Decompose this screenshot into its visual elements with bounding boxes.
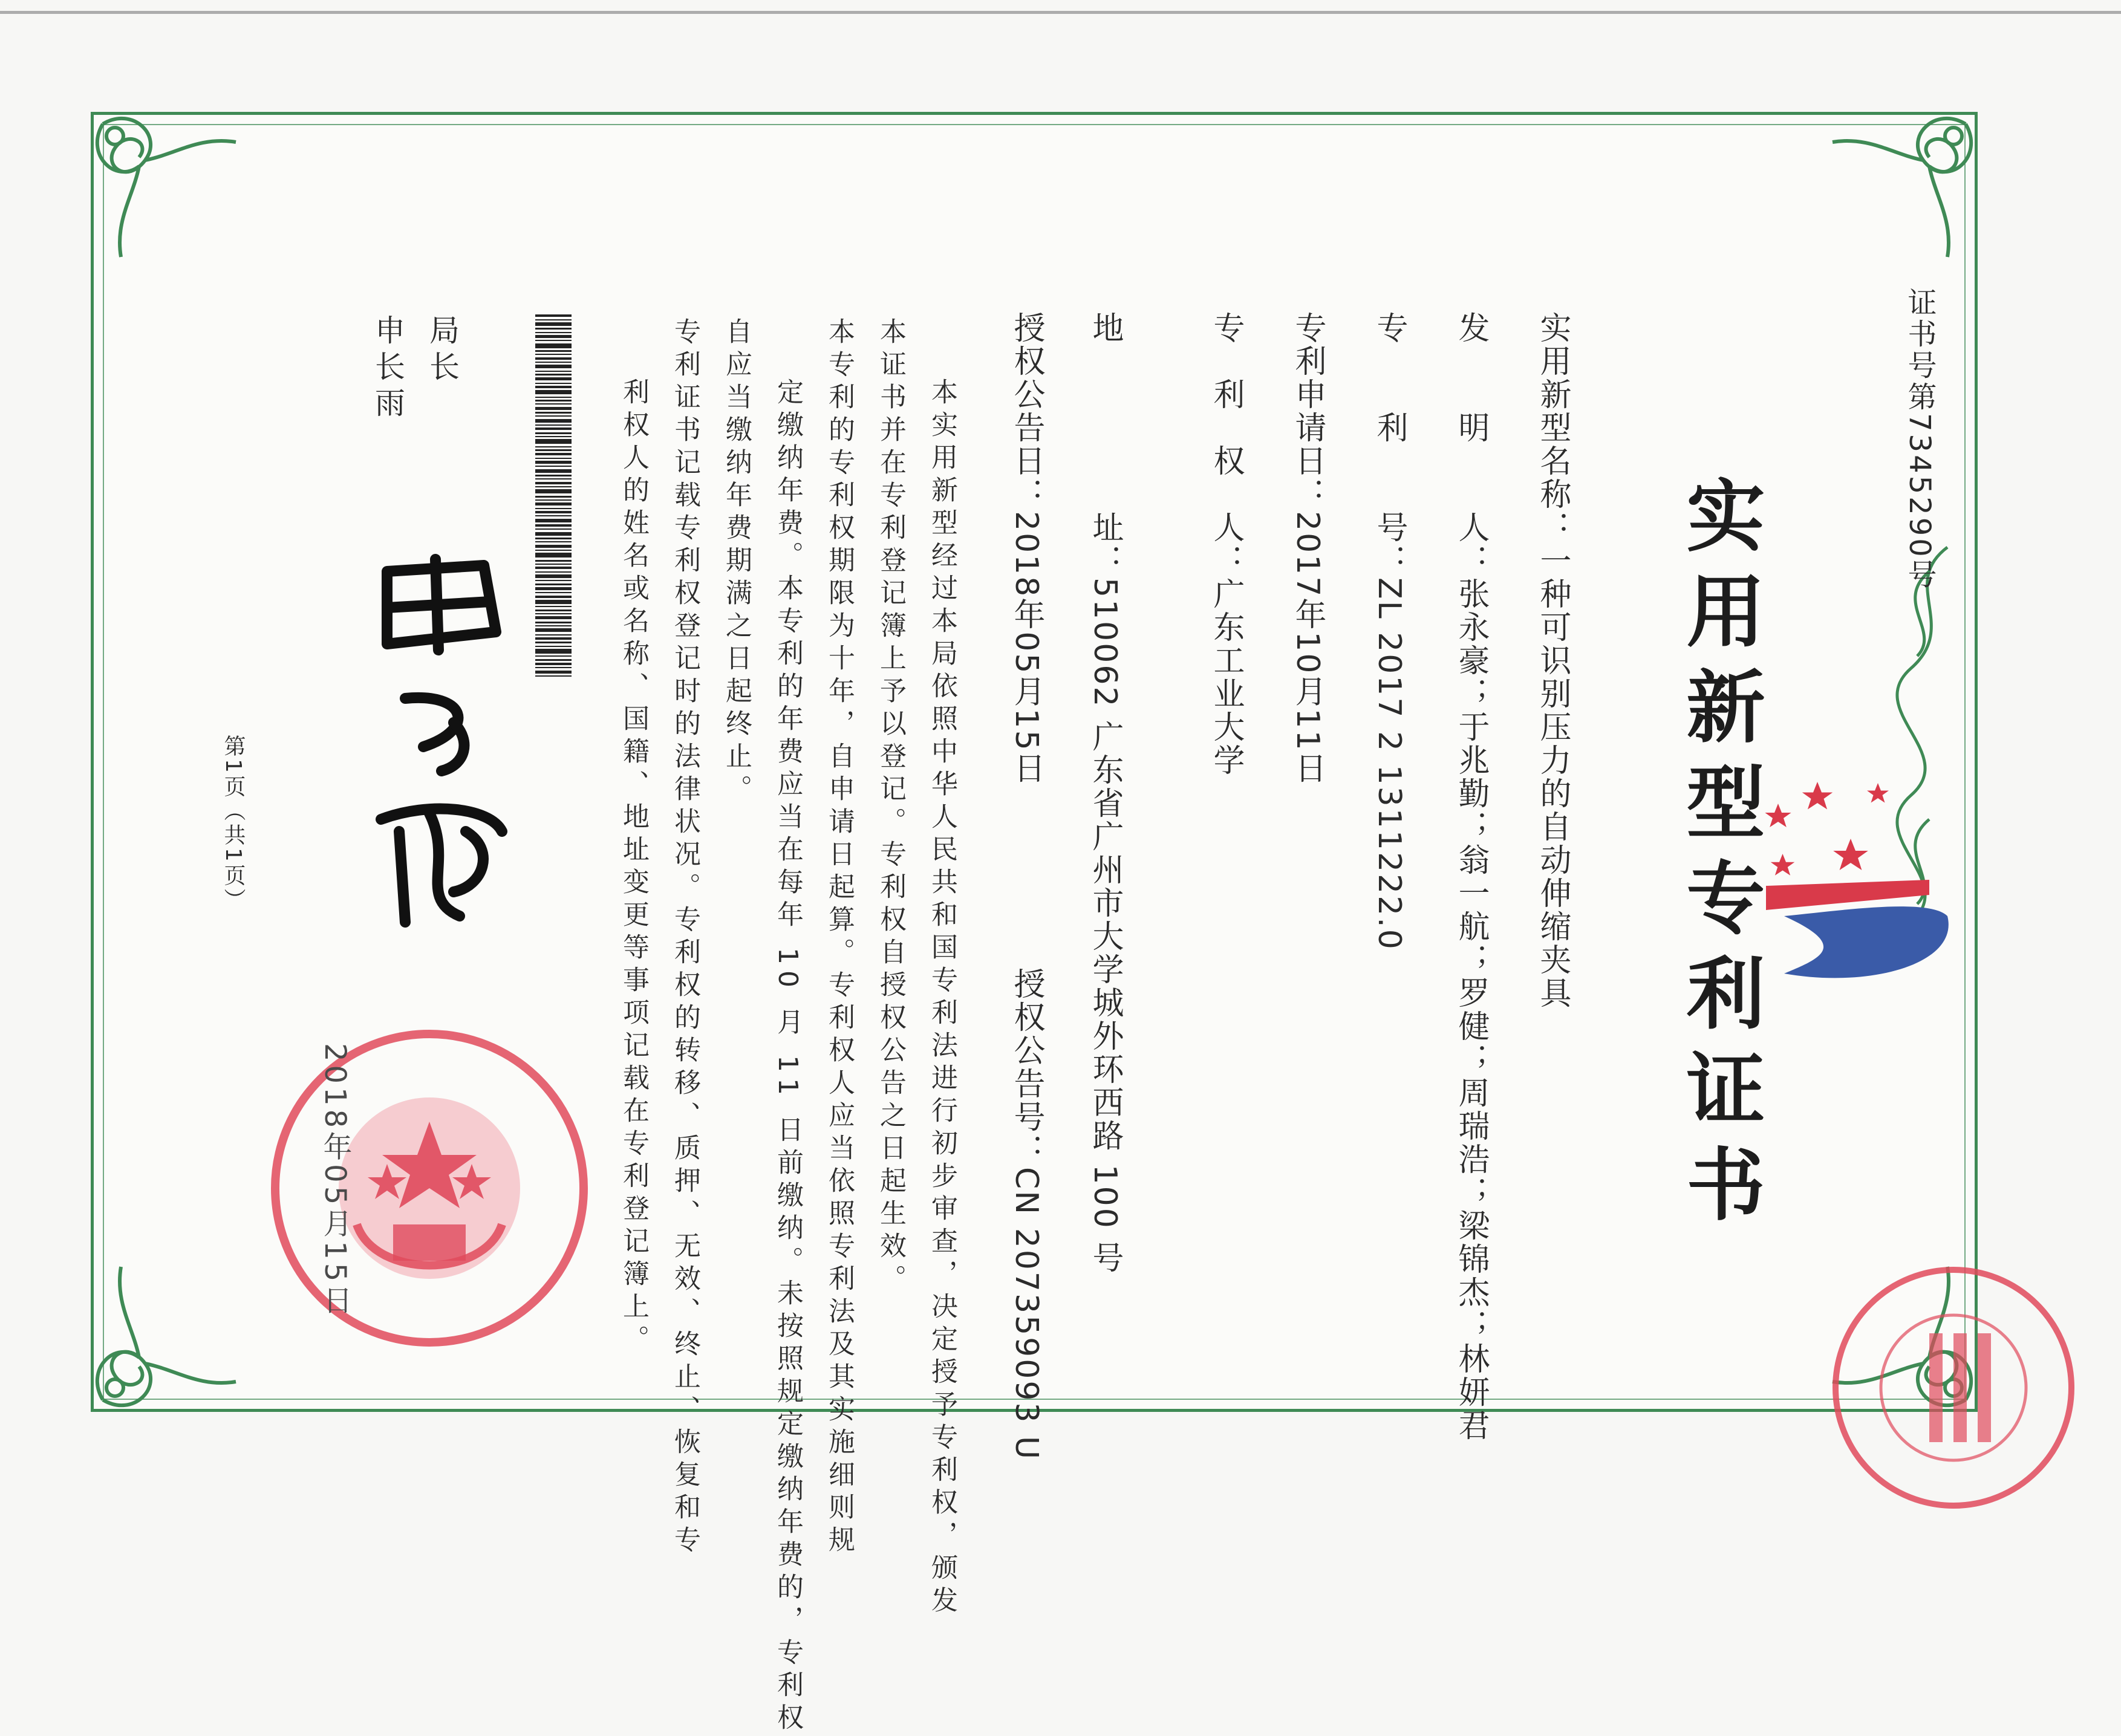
body-line: 专利证书记载专利权登记时的法律状况。专利权的转移、质押、无效、终止、恢复和专 [670,317,700,1558]
scan-edge [0,11,2121,14]
barcode-bar [535,659,572,661]
barcode-bar [535,377,572,380]
body-line: 定缴纳年费。本专利的年费应当在每年 10 月 11 日前缴纳。未按照规定缴纳年费的，专利权 [772,378,803,1736]
barcode-bar [535,427,572,430]
barcode-bar [535,419,572,423]
barcode-bar [535,502,572,506]
corner-ornament-top-right [1808,100,1990,281]
barcode-bar [535,616,572,619]
barcode-bar [535,538,572,539]
barcode-bar [535,634,572,636]
certificate [91,112,1978,1736]
barcode-bar [535,511,572,513]
barcode-bar [535,496,572,498]
barcode-bar [535,469,572,473]
barcode-bar [535,587,572,590]
corner-ornament-bottom-left [79,1243,260,1424]
inventors: 发 明 人：张永豪；于兆勤；翁一航；罗健；周瑞浩；梁锦杰；林妍君 [1453,311,1489,1442]
barcode-bar [535,655,572,657]
corner-ornament-top-left [79,100,260,281]
body-line: 本证书并在专利登记簿上予以登记。专利权自授权公告之日起生效。 [875,317,906,1297]
barcode-bar [535,357,572,360]
barcode-bar [535,550,572,551]
barcode-bar [535,524,572,527]
certificate-title: 实用新型专利证书 [1673,475,1765,1239]
barcode-bar [535,541,572,542]
barcode-bar [535,439,572,444]
barcode-bar [535,571,572,573]
barcode-bar [535,407,572,410]
barcode-bar [535,489,572,493]
barcode-bar [535,374,572,375]
barcode-bar [535,486,572,487]
barcode-bar [535,606,572,607]
barcode-bar [535,528,572,530]
barcode-bar [535,432,572,434]
address: 地 址：510062 广东省广州市大学城外环西路 100 号 [1087,311,1123,1275]
barcode-bar [535,646,572,647]
body-line: 本专利的专利权期限为十年，自申请日起算。专利权人应当依照专利法及其实施细则规 [824,317,855,1558]
barcode-bar [535,343,572,348]
announcement-date: 授权公告日：2018年05月15日 [1008,311,1044,785]
barcode-bar [535,478,572,480]
barcode-bar [535,328,572,330]
barcode-bar [535,453,572,455]
barcode-bar [535,482,572,484]
director-name: 申长雨 [370,314,405,423]
barcode-bar [535,390,572,394]
barcode-bar [535,371,572,372]
barcode-bar [535,319,572,320]
certificate-number: 证书号第7345290号 [1903,287,1937,591]
barcode-bar [535,675,572,677]
body-line: 自应当缴纳年费期满之日起终止。 [721,317,752,807]
barcode-bar [535,580,572,581]
barcode-bar [535,560,572,562]
barcode-bar [535,335,572,338]
tax-seal-red [1826,1261,2080,1515]
barcode-bar [535,415,572,417]
filing-date: 专利申请日：2017年10月11日 [1289,311,1326,785]
barcode-bar [535,567,572,569]
barcode-bar [535,499,572,501]
barcode-bar [535,553,572,558]
barcode-bar [535,671,572,674]
barcode-bar [535,600,572,604]
barcode-bar [535,383,572,384]
barcode-bar [535,322,572,326]
barcode-bar [535,515,572,516]
patent-number: 专 利 号：ZL 2017 2 1311222.0 [1371,311,1407,951]
barcode-bar [535,365,572,368]
utility-model-name: 实用新型名称：一种可识别压力的自动伸缩夹具 [1534,311,1571,1010]
barcode-bar [535,386,572,388]
barcode-bar [535,532,572,536]
barcode [535,314,572,683]
barcode-bar [535,625,572,626]
body-line: 利权人的姓名或名称、国籍、地址变更等事项记载在专利登记簿上。 [618,378,649,1357]
barcode-bar [535,332,572,333]
barcode-bar [535,449,572,451]
barcode-bar [535,458,572,459]
barcode-bar [535,354,572,355]
barcode-bar [535,642,572,643]
barcode-bar [535,584,572,585]
barcode-bar [535,622,572,623]
barcode-bar [535,637,572,640]
barcode-bar [535,574,572,578]
barcode-bar [535,446,572,447]
barcode-bar [535,424,572,426]
director-title: 局长 [425,314,460,387]
barcode-bar [535,596,572,598]
barcode-bar [535,403,572,405]
barcode-bar [535,667,572,668]
barcode-bar [535,436,572,437]
barcode-bar [535,412,572,414]
page-number: 第1页（共1页） [221,735,246,912]
barcode-bar [535,466,572,467]
barcode-bar [535,649,572,654]
barcode-bar [535,475,572,476]
barcode-bar [535,400,572,401]
seal-date: 2018年05月15日 [318,1043,352,1318]
cnipa-emblem-logo [1748,735,1966,989]
barcode-bar [535,592,572,593]
barcode-bar [535,350,572,352]
barcode-bar [535,610,572,611]
barcode-bar [535,362,572,363]
handwritten-signature [333,547,538,940]
barcode-bar [535,628,572,632]
barcode-bar [535,397,572,398]
body-line: 本实用新型经过本局依照中华人民共和国专利法进行初步审查，决定授予专利权，颁发 [927,378,957,1619]
barcode-bar [535,663,572,665]
barcode-bar [535,564,572,565]
barcode-bar [535,314,572,317]
barcode-bar [535,508,572,509]
barcode-bar [535,613,572,614]
barcode-bar [535,519,572,522]
barcode-bar [535,461,572,464]
patentee: 专 利 权 人：广东工业大学 [1208,311,1244,777]
announcement-number: 授权公告号：CN 207359093 U [1008,967,1044,1461]
barcode-bar [535,545,572,548]
barcode-bar [535,340,572,341]
